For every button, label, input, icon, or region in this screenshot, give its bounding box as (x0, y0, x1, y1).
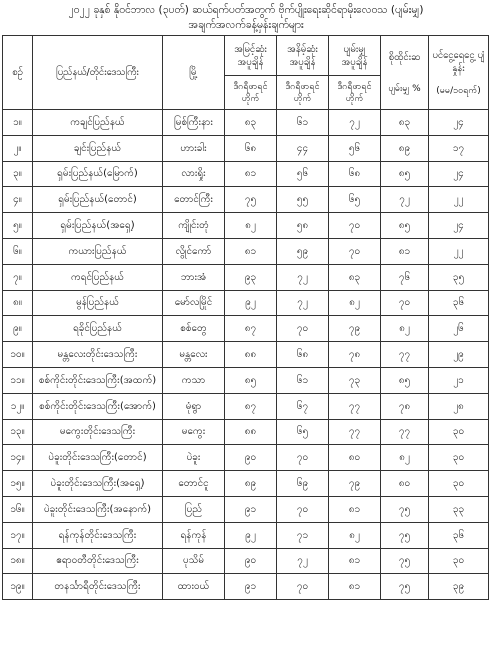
row-min-temp: ၆၈ (277, 342, 329, 368)
row-number: ၈။ (3, 290, 33, 316)
row-avg-temp: ၇၇ (329, 419, 381, 445)
header-humidity (381, 36, 429, 110)
row-city: မုံရွာ (163, 393, 225, 419)
row-avg-temp: ၇၉ (329, 471, 381, 497)
row-humidity: ၇၇ (381, 419, 429, 445)
row-avg-temp: ၇၈ (329, 342, 381, 368)
row-avg-temp: ၈၁ (329, 496, 381, 522)
row-min-temp: ၅၈ (277, 213, 329, 239)
row-max-temp: ၈၅ (225, 367, 277, 393)
header-region: ပြည်နယ်/တိုင်းဒေသကြီး (33, 36, 163, 110)
row-evaporation: ၂၉ (429, 342, 489, 368)
row-city: တောင်ငူ (163, 471, 225, 497)
row-avg-temp: ၆၅ (329, 187, 381, 213)
row-city: ထားဝယ် (163, 574, 225, 600)
table-row (3, 110, 489, 136)
document-title-line-2: အချက်အလက်ခန့်မှန်းချက်များ (188, 19, 304, 31)
row-region: ကယားပြည်နယ် (33, 238, 163, 264)
row-avg-temp: ၈၁ (329, 574, 381, 600)
table-row (3, 393, 489, 419)
row-region: ရှမ်းပြည်နယ်(အရှေ့) (33, 213, 163, 239)
header-evaporation-label: ပင်ငွေ့ရေငွေ့ ပျံနှုန်း (432, 49, 485, 74)
row-evaporation: ၂၈ (429, 393, 489, 419)
row-humidity: ၇၅ (381, 496, 429, 522)
row-evaporation: ၃၀ (429, 419, 489, 445)
row-max-temp: ၈၂ (225, 213, 277, 239)
table-row (3, 342, 489, 368)
row-city: ဘားအံ (163, 264, 225, 290)
row-humidity: ၇၈ (381, 393, 429, 419)
unit-min-temp (277, 76, 329, 110)
row-evaporation: ၂၄ (429, 213, 489, 239)
row-max-temp: ၉၃ (225, 264, 277, 290)
row-city: မန္တလေး (163, 342, 225, 368)
row-region: မွန်ပြည်နယ် (33, 290, 163, 316)
weather-forecast-table (2, 35, 489, 600)
row-max-temp: ၈၃ (225, 110, 277, 136)
row-evaporation: ၃၃ (429, 496, 489, 522)
unit-avg-temp (329, 76, 381, 110)
row-number: ၁၉။ (3, 574, 33, 600)
row-humidity: ၇၂ (381, 187, 429, 213)
row-max-temp: ၈၉ (225, 471, 277, 497)
row-evaporation: ၃၉ (429, 574, 489, 600)
row-min-temp: ၅၆ (277, 161, 329, 187)
row-min-temp: ၆၉ (277, 471, 329, 497)
row-max-temp: ၈၈ (225, 342, 277, 368)
row-number: ၁၄။ (3, 445, 33, 471)
row-min-temp: ၅၉ (277, 238, 329, 264)
row-evaporation: ၁၇ (429, 135, 489, 161)
row-min-temp: ၆၇ (277, 393, 329, 419)
table-row (3, 496, 489, 522)
header-min-temp-label: အနိမ့်ဆုံး အပူချိန် (287, 43, 318, 68)
row-humidity: ၈၉ (381, 135, 429, 161)
row-region: စစ်ကိုင်းတိုင်းဒေသကြီး(အထက်) (33, 367, 163, 393)
row-city: ရန်ကုန် (163, 522, 225, 548)
row-region: စစ်ကိုင်းတိုင်းဒေသကြီး(အောက်) (33, 393, 163, 419)
row-evaporation: ၂၆ (429, 316, 489, 342)
row-evaporation: ၃၆ (429, 290, 489, 316)
row-city: ဟားခါး (163, 135, 225, 161)
row-max-temp: ၉၁ (225, 496, 277, 522)
row-min-temp: ၇၂ (277, 264, 329, 290)
row-region: ပဲခူးတိုင်းဒေသကြီး(တောင်) (33, 445, 163, 471)
row-evaporation: ၂၁ (429, 367, 489, 393)
header-no: စဉ် (3, 36, 33, 110)
document-title-line-1: ၂၀၂၂ ခုနှစ် နိုဝင်ဘာလ (၃ပတ်) ဆယ်ရက်ပတ်အတွက် ဗိုက်ပျိုးရေးဆိုင်ရာမိုးလေဝသ (ပျမ်းမျှ) (68, 4, 424, 16)
unit-avg-temp-label: ဒီဂရီဖာရင် ဟိုက် (337, 81, 372, 104)
row-evaporation: ၂၄ (429, 161, 489, 187)
row-region: တနင်္သာရီတိုင်းဒေသကြီး (33, 574, 163, 600)
row-avg-temp: ၈၂ (329, 290, 381, 316)
row-evaporation: ၃၀ (429, 548, 489, 574)
row-number: ၁၈။ (3, 548, 33, 574)
row-min-temp: ၇၀ (277, 316, 329, 342)
table-row (3, 213, 489, 239)
row-max-temp: ၈၇ (225, 393, 277, 419)
table-row (3, 367, 489, 393)
row-humidity: ၇၇ (381, 342, 429, 368)
row-city: ကသာ (163, 367, 225, 393)
row-min-temp: ၅၅ (277, 187, 329, 213)
row-city: မြစ်ကြီးနား (163, 110, 225, 136)
header-avg-temp-label: ပျမ်းမျှ အပူချိန် (341, 43, 368, 68)
row-number: ၁၀။ (3, 342, 33, 368)
table-row (3, 264, 489, 290)
table-row (3, 161, 489, 187)
row-evaporation: ၂၂ (429, 187, 489, 213)
row-number: ၁၅။ (3, 471, 33, 497)
row-avg-temp: ၈၃ (329, 264, 381, 290)
row-number: ၉။ (3, 316, 33, 342)
row-avg-temp: ၇၇ (329, 393, 381, 419)
row-min-temp: ၇၀ (277, 496, 329, 522)
row-city: မကွေး (163, 419, 225, 445)
header-humidity-label: စိုထိုင်းဆ (388, 51, 421, 63)
row-max-temp: ၉၀ (225, 548, 277, 574)
row-city: ပဲခူး (163, 445, 225, 471)
row-number: ၆။ (3, 238, 33, 264)
row-region: ပဲခူးတိုင်းဒေသကြီး(အနောက်) (33, 496, 163, 522)
row-evaporation: ၃၀ (429, 445, 489, 471)
row-evaporation: ၃၅ (429, 264, 489, 290)
row-avg-temp: ၅၆ (329, 135, 381, 161)
row-number: ၅။ (3, 213, 33, 239)
table-row (3, 187, 489, 213)
row-avg-temp: ၈၂ (329, 522, 381, 548)
row-number: ၁၃။ (3, 419, 33, 445)
table-row (3, 548, 489, 574)
row-min-temp: ၄၄ (277, 135, 329, 161)
table-row (3, 290, 489, 316)
row-humidity: ၇၀ (381, 290, 429, 316)
row-humidity: ၇၅ (381, 548, 429, 574)
row-evaporation: ၂၄ (429, 110, 489, 136)
row-max-temp: ၇၅ (225, 187, 277, 213)
header-evaporation (429, 36, 489, 110)
header-min-temp (277, 36, 329, 76)
row-humidity: ၈၅ (381, 213, 429, 239)
row-region: ပဲခူးတိုင်းဒေသကြီး(အရှေ့) (33, 471, 163, 497)
row-humidity: ၈၀ (381, 471, 429, 497)
row-humidity: ၇၆ (381, 264, 429, 290)
row-max-temp: ၈၁ (225, 161, 277, 187)
header-max-temp-label: အမြင့်ဆုံး အပူချိန် (234, 43, 267, 68)
row-humidity: ၈၂ (381, 316, 429, 342)
row-min-temp: ၆၁ (277, 367, 329, 393)
table-body (3, 110, 489, 600)
row-humidity: ၈၃ (381, 110, 429, 136)
table-row (3, 238, 489, 264)
row-humidity: ၈၅ (381, 161, 429, 187)
row-max-temp: ၆၈ (225, 135, 277, 161)
row-humidity: ၈၅ (381, 367, 429, 393)
row-humidity: ၇၅ (381, 574, 429, 600)
row-city: ပုသိမ် (163, 548, 225, 574)
row-city: မော်လမြိုင် (163, 290, 225, 316)
row-evaporation: ၃၀ (429, 471, 489, 497)
row-avg-temp: ၆၈ (329, 161, 381, 187)
unit-evaporation: (မမ/၁၀ရက်) (436, 85, 481, 96)
table-row (3, 471, 489, 497)
table-row (3, 316, 489, 342)
table-row (3, 445, 489, 471)
row-number: ၁၁။ (3, 367, 33, 393)
unit-max-temp-label: ဒီဂရီဖာရင် ဟိုက် (233, 81, 268, 104)
row-evaporation: ၂၂ (429, 238, 489, 264)
row-avg-temp: ၇၃ (329, 367, 381, 393)
row-max-temp: ၉၀ (225, 445, 277, 471)
row-avg-temp: ၇၂ (329, 110, 381, 136)
row-number: ၁၇။ (3, 522, 33, 548)
row-number: ၁။ (3, 110, 33, 136)
row-min-temp: ၆၁ (277, 110, 329, 136)
row-number: ၇။ (3, 264, 33, 290)
table-row (3, 135, 489, 161)
row-number: ၁၆။ (3, 496, 33, 522)
table-row (3, 522, 489, 548)
row-city: တောင်ကြီး (163, 187, 225, 213)
row-city: လွိုင်ကော် (163, 238, 225, 264)
unit-humidity: ပျမ်းမျှ % (388, 83, 421, 94)
row-max-temp: ၈၁ (225, 238, 277, 264)
row-avg-temp: ၇၉ (329, 316, 381, 342)
row-min-temp: ၇၂ (277, 548, 329, 574)
row-region: ရှမ်းပြည်နယ်(မြောက်) (33, 161, 163, 187)
row-max-temp: ၉၁ (225, 574, 277, 600)
table-row (3, 574, 489, 600)
row-min-temp: ၆၅ (277, 419, 329, 445)
row-region: ရခိုင်ပြည်နယ် (33, 316, 163, 342)
header-avg-temp (329, 36, 381, 76)
row-min-temp: ၇၀ (277, 574, 329, 600)
row-number: ၃။ (3, 161, 33, 187)
row-max-temp: ၈၇ (225, 316, 277, 342)
row-region: ချင်းပြည်နယ် (33, 135, 163, 161)
row-region: ဧရာဝတီတိုင်းဒေသကြီး (33, 548, 163, 574)
row-avg-temp: ၈၁ (329, 548, 381, 574)
row-max-temp: ၉၂ (225, 522, 277, 548)
row-min-temp: ၇၀ (277, 445, 329, 471)
row-avg-temp: ၇၀ (329, 238, 381, 264)
row-city: ကျိုင်းတုံ (163, 213, 225, 239)
unit-min-temp-label: ဒီဂရီဖာရင် ဟိုက် (285, 81, 320, 104)
row-number: ၄။ (3, 187, 33, 213)
unit-max-temp (225, 76, 277, 110)
row-humidity: ၈၂ (381, 445, 429, 471)
row-min-temp: ၇၂ (277, 290, 329, 316)
row-region: ကရင်ပြည်နယ် (33, 264, 163, 290)
header-city: မြို့ (163, 36, 225, 110)
row-city: လားရှိုး (163, 161, 225, 187)
row-avg-temp: ၇၀ (329, 213, 381, 239)
row-city: စစ်တွေ (163, 316, 225, 342)
row-region: ရန်ကုန်တိုင်းဒေသကြီး (33, 522, 163, 548)
row-avg-temp: ၈၀ (329, 445, 381, 471)
row-evaporation: ၃၆ (429, 522, 489, 548)
row-region: ရှမ်းပြည်နယ်(တောင်) (33, 187, 163, 213)
row-number: ၂။ (3, 135, 33, 161)
table-row (3, 419, 489, 445)
row-region: မန္တလေးတိုင်းဒေသကြီး (33, 342, 163, 368)
row-humidity: ၇၅ (381, 522, 429, 548)
header-max-temp (225, 36, 277, 76)
row-max-temp: ၉၂ (225, 290, 277, 316)
row-number: ၁၂။ (3, 393, 33, 419)
row-min-temp: ၇၁ (277, 522, 329, 548)
row-max-temp: ၈၈ (225, 419, 277, 445)
row-region: မကွေးတိုင်းဒေသကြီး (33, 419, 163, 445)
row-humidity: ၈၁ (381, 238, 429, 264)
row-city: ပြည် (163, 496, 225, 522)
row-region: ကချင်ပြည်နယ် (33, 110, 163, 136)
